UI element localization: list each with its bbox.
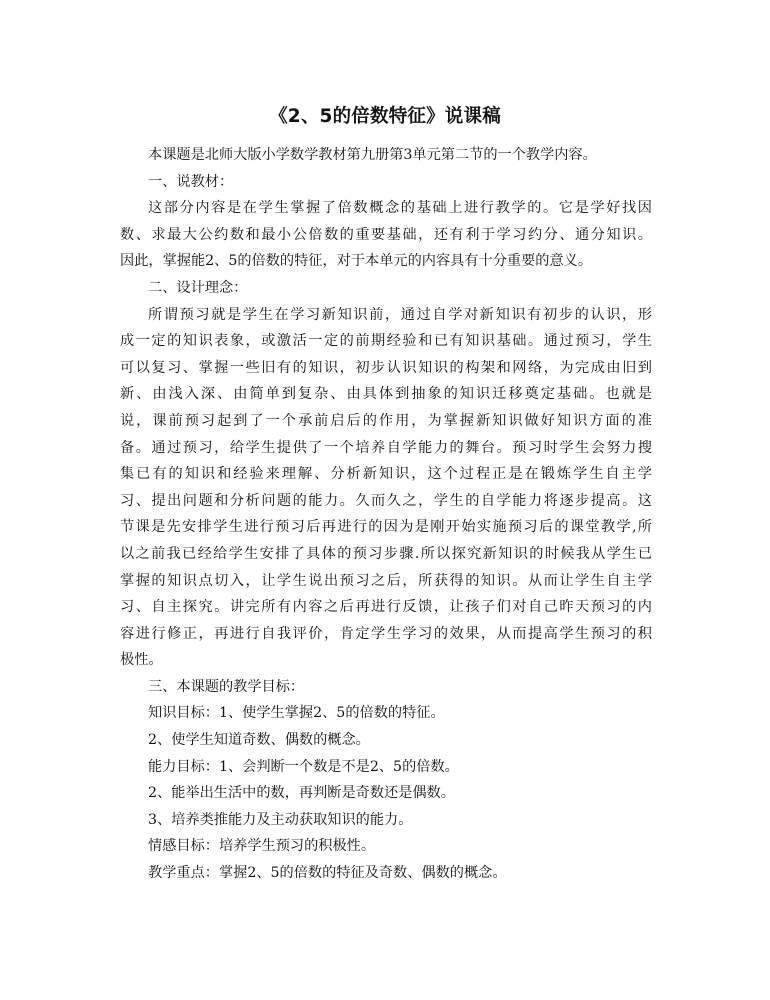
paragraph-key-point <box>120 860 652 887</box>
paragraph-goal-knowledge-1 <box>120 700 652 727</box>
document-body <box>120 142 652 887</box>
text-line: 容进行修正，再进行自我评价，肯定学生学习的效果，从而提高学生预习的积 <box>120 625 652 642</box>
text-line: 习、提出问题和分析问题的能力。久而久之，学生的自学能力将逐步提高。这 <box>120 492 652 509</box>
document-title: 《2、5的倍数特征》说课稿 <box>269 106 501 127</box>
text-line: 以之前我已经给学生安排了具体的预习步骤.所以探究新知识的时候我从学生已 <box>120 545 652 562</box>
text-line: 新、由浅入深、由简单到复杂、由具体到抽象的知识迁移奠定基础。也就是 <box>120 386 652 403</box>
text-line: 这部分内容是在学生掌握了倍数概念的基础上进行教学的。它是学好找因 <box>148 200 652 217</box>
text-line: 能力目标：1、会判断一个数是不是2、5的倍数。 <box>148 758 459 775</box>
text-line: 本课题是北师大版小学数学教材第九册第3单元第二节的一个教学内容。 <box>148 147 597 163</box>
text-line: 3、培养类推能力及主动获取知识的能力。 <box>148 811 413 828</box>
paragraph-heading-3 <box>120 674 652 701</box>
text-line: 可以复习、掌握一些旧有的知识，初步认识知识的构架和网络，为完成由旧到 <box>120 359 652 376</box>
text-line: 极性。 <box>120 652 163 669</box>
paragraph-goal-ability-1 <box>120 754 652 781</box>
text-line: 备。通过预习，给学生提供了一个培养自学能力的舞台。预习时学生会努力搜 <box>120 439 652 456</box>
text-line: 知识目标：1、使学生掌握2、5的倍数的特征。 <box>148 705 445 722</box>
text-line: 一、说教材： <box>148 173 234 190</box>
text-line: 成一定的知识表象，或激活一定的前期经验和已有知识基础。通过预习，学生 <box>120 333 652 350</box>
paragraph-design <box>120 302 652 674</box>
paragraph-goal-ability-2 <box>120 780 652 807</box>
text-line: 节课是先安排学生进行预习后再进行的因为是刚开始实施预习后的课堂教学,所 <box>120 519 652 536</box>
text-line: 所谓预习就是学生在学习新知识前，通过自学对新知识有初步的认识，形 <box>148 306 652 323</box>
paragraph-heading-1 <box>120 169 652 196</box>
paragraph-goal-knowledge-2 <box>120 727 652 754</box>
paragraph-goal-emotion <box>120 833 652 860</box>
text-line: 情感目标：培养学生预习的积极性。 <box>148 838 376 855</box>
paragraph-textbook <box>120 195 652 275</box>
text-line: 三、本课题的教学目标： <box>148 678 305 695</box>
paragraph-goal-ability-3 <box>120 807 652 834</box>
paragraph-heading-2 <box>120 275 652 302</box>
text-line: 掌握的知识点切入，让学生说出预习之后，所获得的知识。从而让学生自主学 <box>120 572 652 589</box>
text-line: 二、设计理念： <box>148 279 248 296</box>
text-line: 说，课前预习起到了一个承前启后的作用，为掌握新知识做好知识方面的准 <box>120 412 652 429</box>
text-line: 集已有的知识和经验来理解、分析新知识，这个过程正是在锻炼学生自主学 <box>120 466 652 483</box>
text-line: 数、求最大公约数和最小公倍数的重要基础，还有利于学习约分、通分知识。 <box>120 226 652 243</box>
text-line: 2、能举出生活中的数，再判断是奇数还是偶数。 <box>148 785 455 802</box>
text-line: 习、自主探究。讲完所有内容之后再进行反馈，让孩子们对自己昨天预习的内 <box>120 599 652 616</box>
text-line: 教学重点：掌握2、5的倍数的特征及奇数、偶数的概念。 <box>148 865 507 882</box>
text-line: 2、使学生知道奇数、偶数的概念。 <box>148 732 370 749</box>
text-line: 因此，掌握能2、5的倍数的特征，对于本单元的内容具有十分重要的意义。 <box>120 253 593 270</box>
paragraph-intro <box>120 142 652 169</box>
